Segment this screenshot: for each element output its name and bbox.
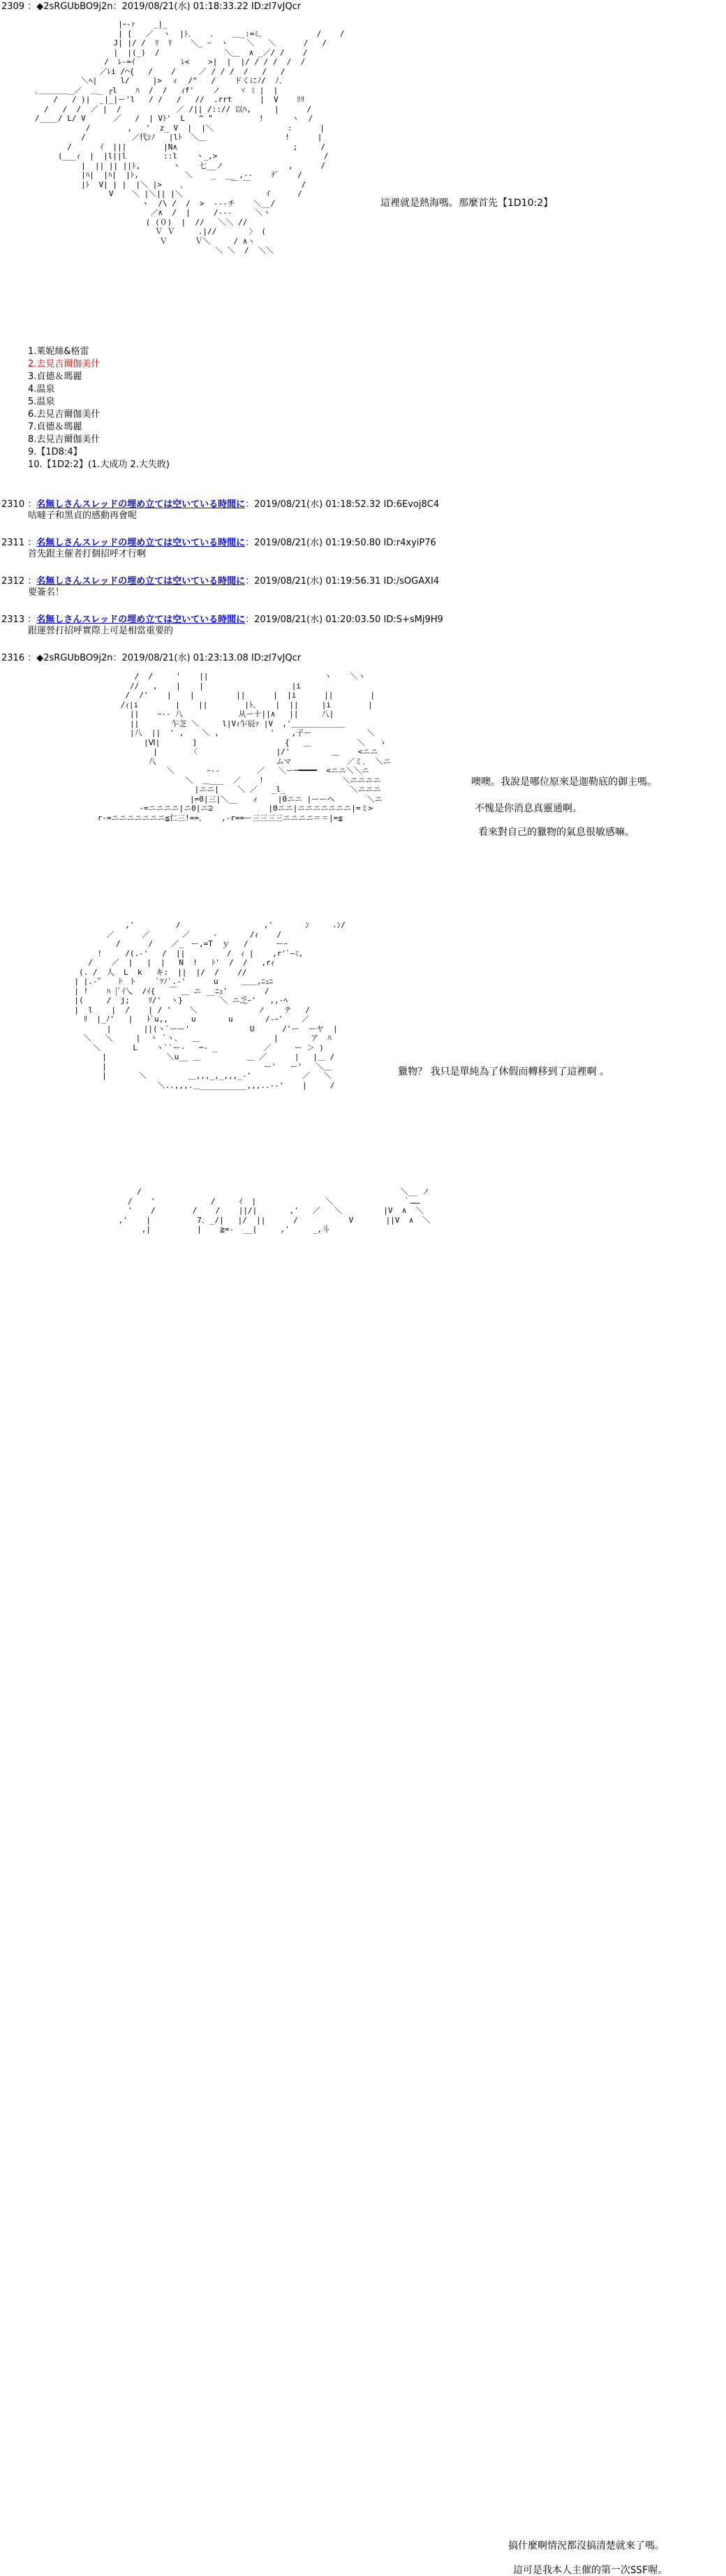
poster-name: ◆2sRGUbBO9j2n (36, 653, 113, 663)
post-date: 2019/08/21(水) 01:18:52.32 (254, 499, 381, 510)
poster-name-link[interactable]: 名無しさんスレッドの埋め立ては空いている時間に (36, 538, 246, 548)
choice-item-2-selected: 2.去見吉爾伽美什 (28, 359, 101, 369)
dialogue-2316-a2: 不愧是你消息真靈通啊。 (475, 803, 582, 814)
poster-name-link[interactable]: 名無しさんスレッドの埋め立ては空いている時間に (36, 614, 246, 625)
post-header-2309: 2309 ：◆2sRGUbBO9j2n：2019/08/21(水) 01:18:33.22 ID:zl7vJQcr (1, 1, 302, 12)
post-date: 2019/08/21(水) 01:20:03.50 (254, 614, 381, 625)
choice-item-1: 1.萊妮絲&格雷 (28, 346, 89, 357)
poster-id: ID:6Evoj8C4 (383, 499, 440, 510)
ascii-art-character-4: / ＼__ ノ / ' / ｲ | ＼ ｀…… ' / / / ||/| ,' ／ ＼ |V ∧ ＼ ,' | 7､ _/| |/ || / V ||V ∧ ＼ ,| | ≧=- __| ,' _,斗 搞什麼啊情況都沒搞清楚就來了嗎。 這可是我本人主催的第一次SSF喔。 (118, 1187, 668, 2576)
ascii-art-character-1: |ｰ-ｧ _|_ | [ ／ ヽ |ﾄ､ ､ ＿_:=ﾐ、 / / J| |/ / ﾘ ﾘ ＼_ ｰ ヽ ＼ ＼ / / | |(_) / ＼＿ ∧ _／/ / / / ﾚ-=ｲ ﾚ< >| | |/ / / / / / ／ﾚi /⌒{ / / ／ / / / / / / ＼ﾍ| l/ |> ィ /" / ドくにﾉ/ ﾉ､ ､＿＿＿＿_／ ＿_ ┌l ﾊ / / ｨf' ノ ヾ ﾐ | | / / )| _|_|ー'l / / / // .rrt | V ﾘﾘ / / / ／ | / ／ /|| /::// 以ﾊ, | / /____/ L/ V ／ / | Vﾄ' L ^ " ! ヽ / / , ' z_ V | |＼ : | / ／代ｼﾉ |lﾄ ＼＿ ! | / ｲ ||| |N∧ ; / (___ｨ | |l||l ::l ヽ_,> / | || || ||ﾄ, ヽ 七__ノ , / |ﾊ| |ﾊ| |ﾄ, ＼ _ __ ,-- ﾃﾞ / |ﾄ V| | | |＼ |> ､ ￣ ￣ / V ＼ |＼|| |＼ ｲ / ヽ /\ / / > ---チ ＼__/ ／∧ / | /--- ＼ヽ ( (０) | // ＼＼ // Ｖ Ｖ .|// 〉 ( Ｖ Ｖ＼ / ∧ヽ ＼ ＼ / ＼＼ (34, 20, 345, 255)
post-date: 2019/08/21(水) 01:23:13.08 (121, 653, 249, 663)
reply-2310: 2310 ：名無しさんスレッドの埋め立ては空いている時間に：2019/08/21(水) 01:18:52.32 ID:6Evoj8C4 咕噠子和黑貞的感動再會呢 (1, 499, 440, 521)
choice-item-10: 10.【1D2:2】(1.大成功 2.大失敗) (28, 459, 170, 470)
reply-body: 要簽名！ (28, 587, 65, 598)
post-header-2316: 2316 ：◆2sRGUbBO9j2n：2019/08/21(水) 01:23:13.08 ID:zl7vJQcr (1, 653, 302, 663)
choice-item-7: 7.貞德＆瑪麗 (28, 422, 82, 432)
reply-body: 首先跟主催者打個招呼才行啊 (28, 549, 147, 559)
choice-item-6: 6.去見吉爾伽美什 (28, 409, 101, 420)
poster-id: ID:zl7vJQcr (251, 653, 302, 663)
poster-name-link[interactable]: 名無しさんスレッドの埋め立ては空いている時間に (36, 499, 246, 510)
poster-id: ID:r4xyiP76 (383, 538, 436, 548)
post-number: 2310 (1, 499, 25, 510)
reply-body: 跟運營打招呼實際上可是相當重要的 (28, 626, 174, 636)
choice-item-5: 5.温泉 (28, 397, 55, 407)
ascii-art-character-2: / / ' || ヽ ＼ヽ // , | | |i / /' | | || | |i || | /ｨ|i | || |ﾄ､ | || |i | || ｰ-- 八 从ー十||∧ || 八| || 乍芝 ＼ l|Vｨ乍辰ｧ |V ,'＿＿＿＿＿＿＿ |八 || ' , ＼ , ' ,子ー ＼ |Ⅵ| ] { ＿ ＼ ゝ | 〈 |/' ＿ <ニニ 八 ムマ ／ミ､ ＼ニ ＼ ｰ-- ／ ＼ー─━━━━ <ニニ＼＼ニ ＼ ＿___ ／ ! ＼ニニニニ |ニニ| ＼ ／ _l_ ＼ニニニ |=0|三|＼__ ィ |0ニニ |ーーヘ ＼ニ -=ニニニニ|ニ0|ニ⊇ |0ニニ|ニニニニニニニ|=ミ> r-=ニニニニニニニ≦仁三!==､ ,-r==ー三三三三ニニニニ＝＝|=≦ (97, 672, 391, 823)
choice-item-8: 8.去見吉爾伽美什 (28, 434, 101, 445)
post-number: 2313 (1, 614, 25, 625)
choice-item-9: 9.【1D8:4】 (28, 447, 82, 457)
poster-id: ID:zl7vJQcr (251, 1, 302, 12)
dialogue-2316-a1: 噢噢。我說是哪位原來是迦勒底的御主嗎。 (471, 777, 657, 788)
choice-item-3: 3.貞德＆瑪麗 (28, 371, 82, 382)
post-number: 2316 (1, 653, 25, 663)
post-number: 2309 (1, 1, 25, 12)
post-date: 2019/08/21(水) 01:19:56.31 (254, 576, 381, 587)
post-number: 2312 (1, 576, 25, 587)
dialogue-2316-b: 獵物？ 我只是單純為了休假而轉移到了這裡啊 。 (398, 1066, 609, 1077)
dialogue-2316-c1: 搞什麼啊情況都沒搞清楚就來了嗎。 (508, 2540, 665, 2552)
reply-2313: 2313 ：名無しさんスレッドの埋め立ては空いている時間に：2019/08/21(水) 01:20:03.50 ID:S+sMj9H9 跟運營打招呼實際上可是相當重要的 (1, 614, 443, 636)
post-date: 2019/08/21(水) 01:18:33.22 (121, 1, 249, 12)
dialogue-2309: 這裡就是熱海嗎。那麼首先【1D10:2】 (380, 198, 554, 209)
dialogue-2316-c2: 這可是我本人主催的第一次SSF喔。 (513, 2565, 668, 2576)
choice-item-4: 4.温泉 (28, 384, 55, 395)
reply-2312: 2312 ：名無しさんスレッドの埋め立ては空いている時間に：2019/08/21(水) 01:19:56.31 ID:/sOGAXI4 要簽名！ (1, 576, 440, 598)
ascii-art-character-3: ,' / ,' ﾝ .ﾝ/ ／ ／ ／ - /ｨ / / / ／_ ー,=T ｙ / ーｰ ! /(.-' / || / ｨ | ,r'ﾞ~ﾐ, / ／ | | | N ! ﾄ' / / ,rｨ (. / 人 L k キ: || |/ / // | |.-'ﾞ ト ト `ﾂﾉ`.-' u ＿＿,ﾆｭﾆ | ! ﾊ |ﾟｲ乀 /ｲ{ ￣ ＿ ニ __ﾆｭ' / |( / j; ﾘ/' ヽ} ＼ ニ乏ｰ' ,,-ﾍ | l | / | / ' ＼ ノ テ / ﾘ |_ﾉ' | ﾄﾞu,, u u /-ｰ' ／ | ||(ヽ`ーー' U /'ー ーヤ | ＼ ＼ | ヽ `ヽ､ ＿ | ア ﾊ ＼ L ヽ``ー- ─- _ ／ ー ＞ ) | ＼u__ ＿ ＿ ／ | |＿ / | ー' ー' ＼＿ | ＼ ＿,,,_,_,,,_-' ／ ＼ ＼..,,,.＿__________,,,..--' | / (74, 920, 346, 1090)
reply-body: 咕噠子和黑貞的感動再會呢 (28, 510, 138, 521)
choice-list (28, 346, 170, 471)
poster-name-link[interactable]: 名無しさんスレッドの埋め立ては空いている時間に (36, 576, 246, 587)
post-number: 2311 (1, 538, 25, 548)
post-date: 2019/08/21(水) 01:19:50.80 (254, 538, 381, 548)
dialogue-2316-a3: 看來對自己的獵物的氣息很敏感嘛。 (478, 827, 635, 838)
poster-name: ◆2sRGUbBO9j2n (36, 1, 113, 12)
poster-id: ID:/sOGAXI4 (383, 576, 440, 587)
poster-id: ID:S+sMj9H9 (383, 614, 443, 625)
reply-2311: 2311 ：名無しさんスレッドの埋め立ては空いている時間に：2019/08/21(水) 01:19:50.80 ID:r4xyiP76 首先跟主催者打個招呼才行啊 (1, 538, 436, 559)
